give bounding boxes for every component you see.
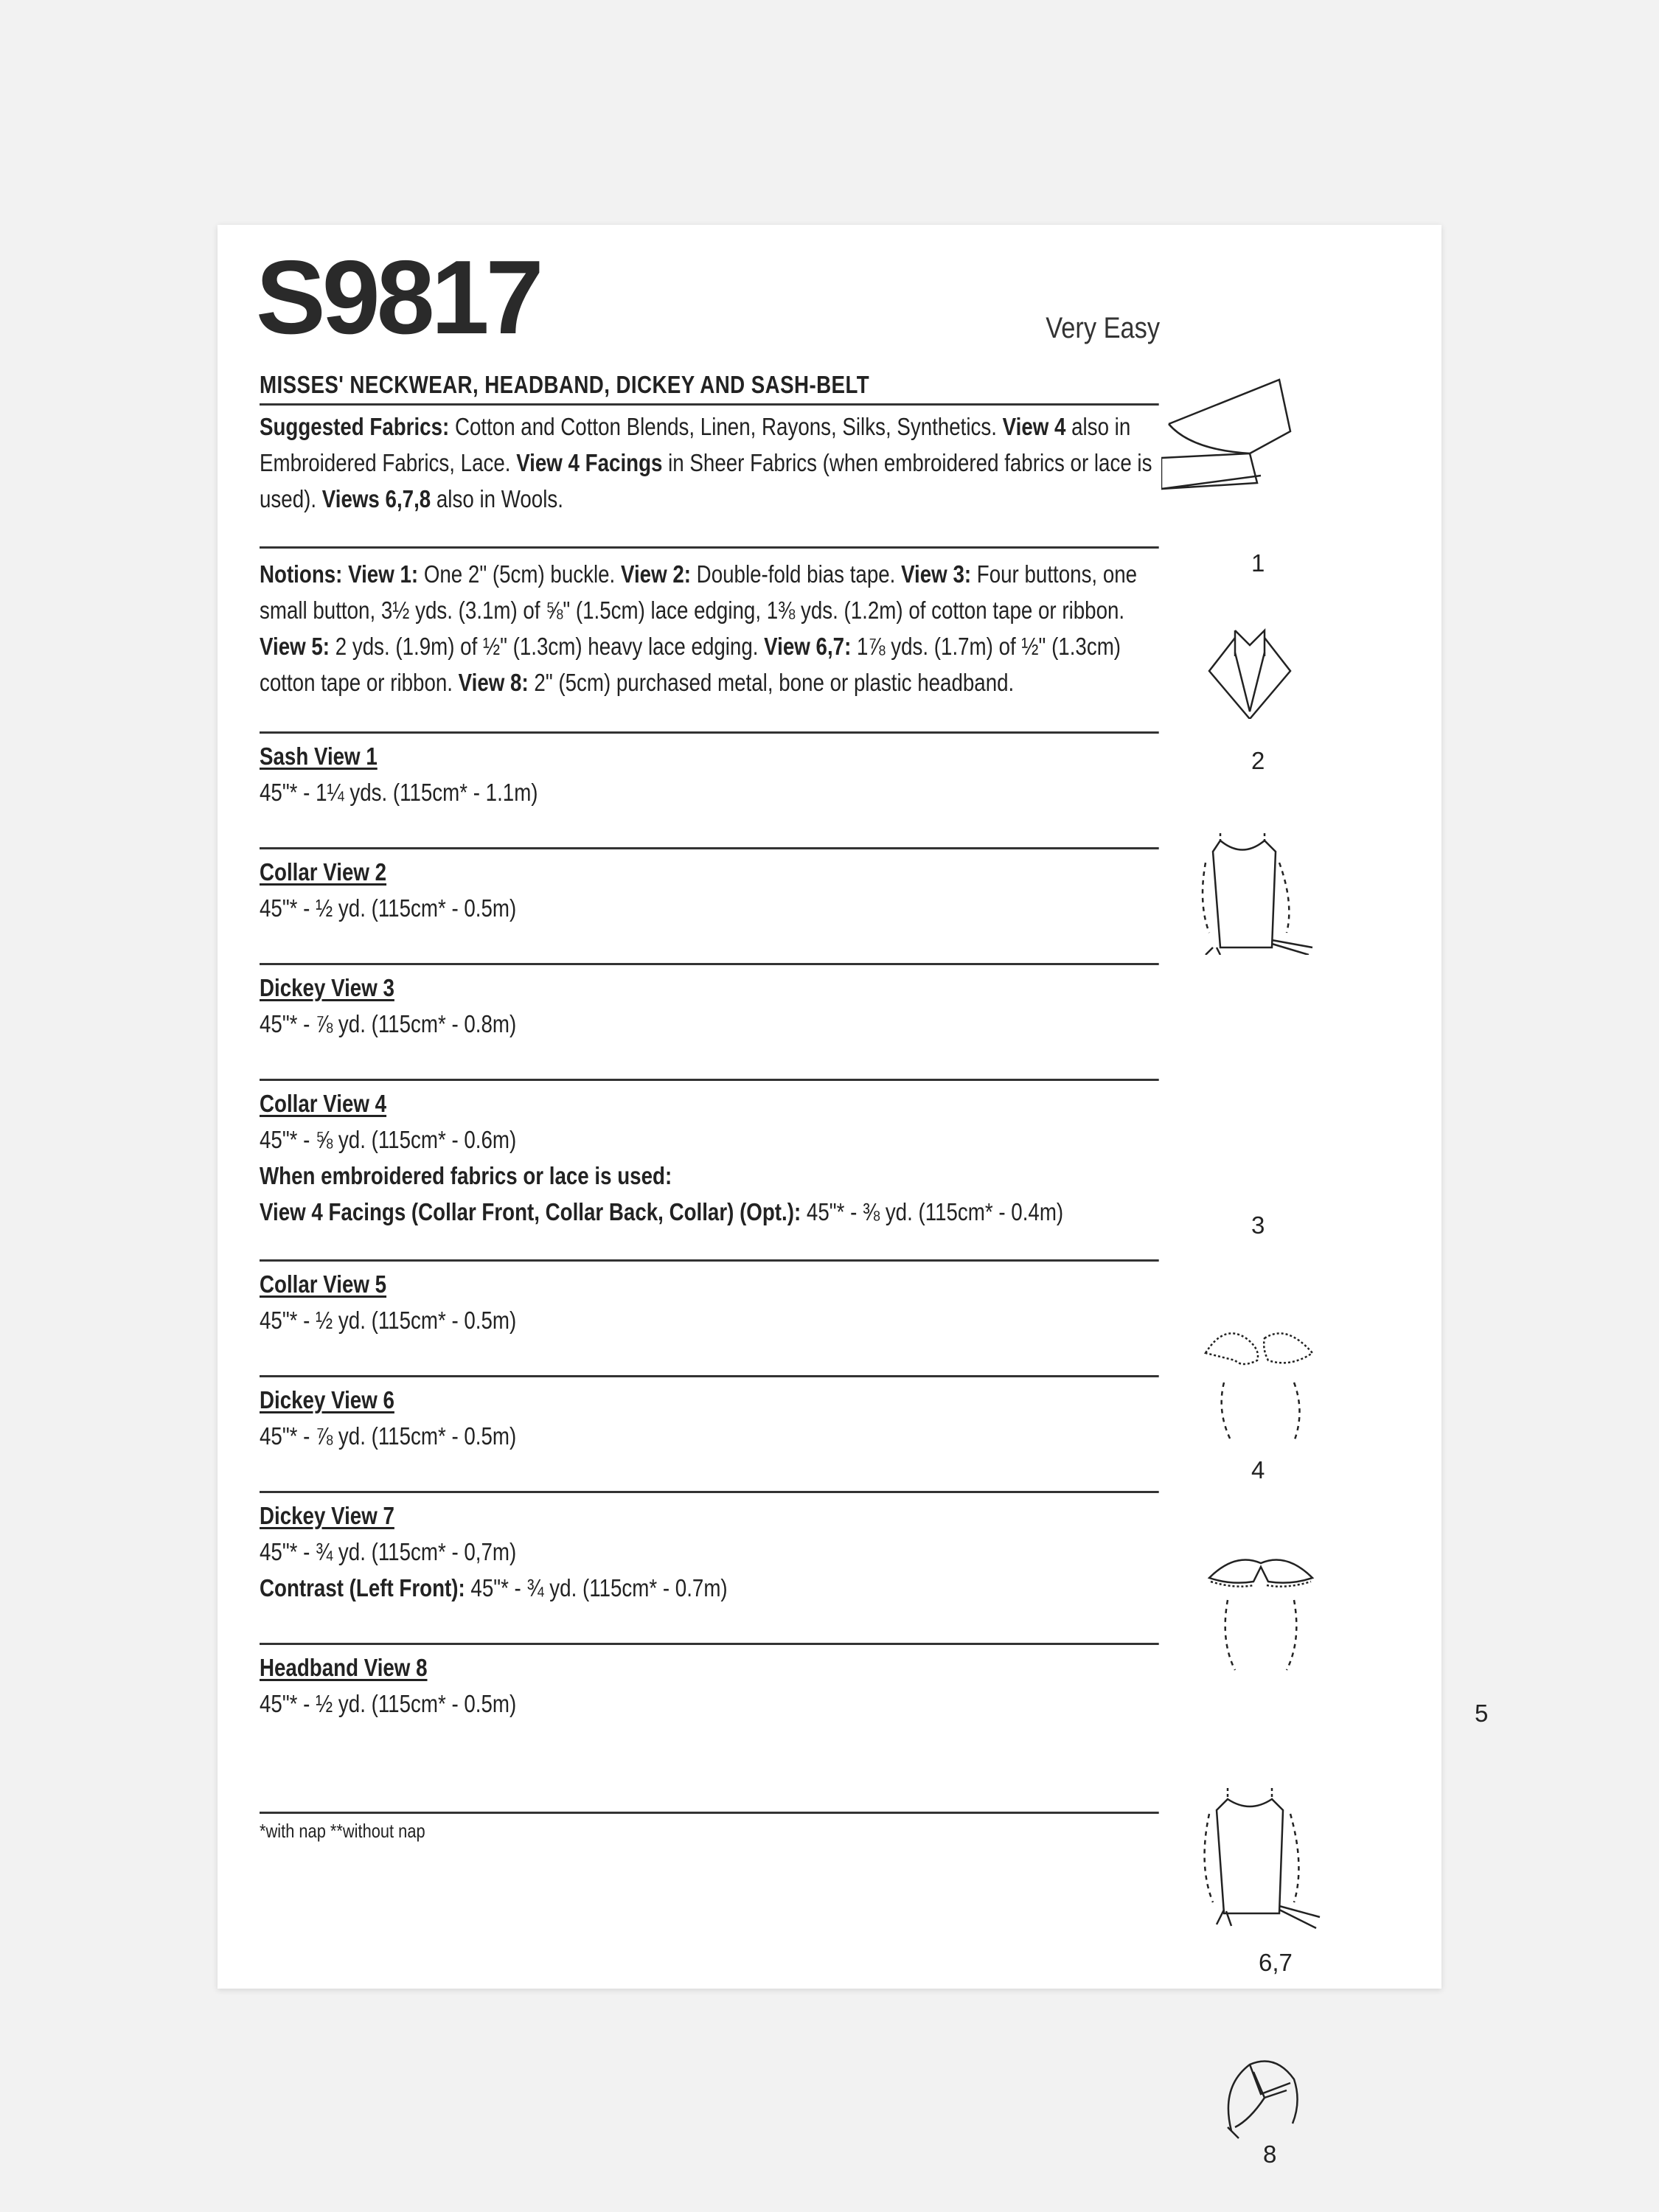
notions-view: View 5: bbox=[260, 633, 330, 660]
notions-text: 2 yds. (1.9m) of ½" (1.3cm) heavy lace edging. bbox=[330, 633, 765, 660]
section-extra bbox=[260, 1570, 1159, 1606]
section-title: Sash View 1 bbox=[260, 742, 378, 770]
notions-text: 1⅞ yds. (1.7m) of ½" (1.3cm) cotton tape or ribbon. bbox=[260, 633, 1121, 696]
section-extra-text: 45"* - ¾ yd. (115cm* - 0.7m) bbox=[465, 1574, 728, 1601]
notions-text: 2" (5cm) purchased metal, bone or plastic headband. bbox=[528, 669, 1015, 696]
section-extra bbox=[260, 1194, 1159, 1230]
section-extra bbox=[260, 1158, 1159, 1194]
notions-view: View 6,7: bbox=[764, 633, 852, 660]
section-title: Collar View 5 bbox=[260, 1270, 387, 1298]
view-label: 1 bbox=[1251, 549, 1265, 577]
yardage-section-collar-2 bbox=[260, 849, 1159, 926]
notions-view: View 1: bbox=[342, 560, 419, 588]
pattern-sheet bbox=[218, 225, 1489, 2168]
notions-text: Double-fold bias tape. bbox=[690, 560, 902, 588]
section-extra-bold: Contrast (Left Front): bbox=[260, 1574, 465, 1601]
section-title: Dickey View 6 bbox=[260, 1386, 394, 1413]
view-label: 5 bbox=[1475, 1700, 1489, 1727]
view-label: 2 bbox=[1251, 747, 1265, 774]
notions-view: View 2: bbox=[620, 560, 691, 588]
section-title: Collar View 2 bbox=[260, 858, 387, 886]
footnote: *with nap **without nap bbox=[260, 1820, 425, 1842]
ruffle-collar-drawing-icon bbox=[1202, 1545, 1320, 1685]
notions-text: One 2" (5cm) buckle. bbox=[418, 560, 621, 588]
section-extra-bold: View 4 Facings (Collar Front, Collar Back, Collar) (Opt.): bbox=[260, 1198, 801, 1225]
yardage-section-collar-5 bbox=[260, 1262, 1159, 1338]
notions-view: View 8: bbox=[458, 669, 529, 696]
notions bbox=[260, 556, 1159, 700]
yardage-column bbox=[260, 371, 1159, 1843]
fabrics-view4-facings: View 4 Facings bbox=[516, 449, 663, 476]
dickey-tie-drawing-icon bbox=[1198, 1784, 1324, 1932]
pattern-number: S9817 bbox=[256, 239, 540, 356]
section-title: Collar View 4 bbox=[260, 1090, 387, 1117]
divider bbox=[260, 1812, 1159, 1814]
section-yardage: 45"* - ⅞ yd. (115cm* - 0.5m) bbox=[260, 1422, 517, 1450]
pattern-title: MISSES' NECKWEAR, HEADBAND, DICKEY AND SASH-BELT bbox=[260, 371, 1159, 406]
section-yardage: 45"* - ¾ yd. (115cm* - 0,7m) bbox=[260, 1538, 517, 1565]
fabrics-text: also in Embroidered Fabrics, Lace. bbox=[260, 413, 1131, 476]
view-label: 3 bbox=[1251, 1211, 1265, 1239]
yardage-section-headband-8 bbox=[260, 1645, 1159, 1722]
fabrics-text: Cotton and Cotton Blends, Linen, Rayons, Silks, Synthetics. bbox=[449, 413, 1003, 440]
section-extra-bold: When embroidered fabrics or lace is used: bbox=[260, 1162, 672, 1189]
yardage-section-dickey-3 bbox=[260, 965, 1159, 1042]
section-yardage: 45"* - ½ yd. (115cm* - 0.5m) bbox=[260, 1690, 517, 1717]
difficulty-label: Very Easy bbox=[1046, 312, 1160, 344]
dickey-drawing-icon bbox=[1198, 830, 1316, 955]
fabrics-text: also in Wools. bbox=[431, 485, 563, 512]
view-label: 8 bbox=[1263, 2140, 1277, 2168]
section-title: Dickey View 3 bbox=[260, 974, 394, 1001]
section-title: Dickey View 7 bbox=[260, 1502, 394, 1529]
notions-label: Notions: bbox=[260, 560, 343, 588]
section-yardage: 45"* - ½ yd. (115cm* - 0.5m) bbox=[260, 1307, 517, 1334]
view-label: 6,7 bbox=[1259, 1949, 1293, 1976]
fabrics-text: in Sheer Fabrics (when embroidered fabrics or lace is used). bbox=[260, 449, 1152, 512]
fabrics-label: Suggested Fabrics: bbox=[260, 413, 450, 440]
fabrics-view4: View 4 bbox=[1002, 413, 1066, 440]
notions-view: View 3: bbox=[901, 560, 972, 588]
headband-bow-drawing-icon bbox=[1220, 2057, 1301, 2142]
collar-drawing-icon bbox=[1206, 623, 1294, 719]
section-yardage: 45"* - ⅞ yd. (115cm* - 0.8m) bbox=[260, 1010, 517, 1037]
section-yardage: 45"* - ⅝ yd. (115cm* - 0.6m) bbox=[260, 1126, 517, 1153]
yardage-section-sash-1 bbox=[260, 734, 1159, 810]
yardage-section-dickey-7 bbox=[260, 1493, 1159, 1606]
view-label: 4 bbox=[1251, 1456, 1265, 1484]
yardage-section-collar-4 bbox=[260, 1081, 1159, 1230]
fabrics-views678: Views 6,7,8 bbox=[321, 485, 431, 512]
divider bbox=[260, 546, 1159, 549]
lace-collar-drawing-icon bbox=[1202, 1324, 1320, 1449]
notions-text: Four buttons, one small button, 3½ yds. (3.1m) of ⅝" (1.5cm) lace edging, 1⅜ yds. (1.2m) of cotton tape or ribbon. bbox=[260, 560, 1138, 624]
section-extra-text: 45"* - ⅜ yd. (115cm* - 0.4m) bbox=[801, 1198, 1064, 1225]
suggested-fabrics bbox=[260, 408, 1159, 517]
section-yardage: 45"* - 1¼ yds. (115cm* - 1.1m) bbox=[260, 779, 538, 806]
sash-drawing-icon bbox=[1161, 372, 1301, 498]
section-yardage: 45"* - ½ yd. (115cm* - 0.5m) bbox=[260, 894, 517, 922]
section-title: Headband View 8 bbox=[260, 1654, 428, 1681]
yardage-section-dickey-6 bbox=[260, 1377, 1159, 1454]
